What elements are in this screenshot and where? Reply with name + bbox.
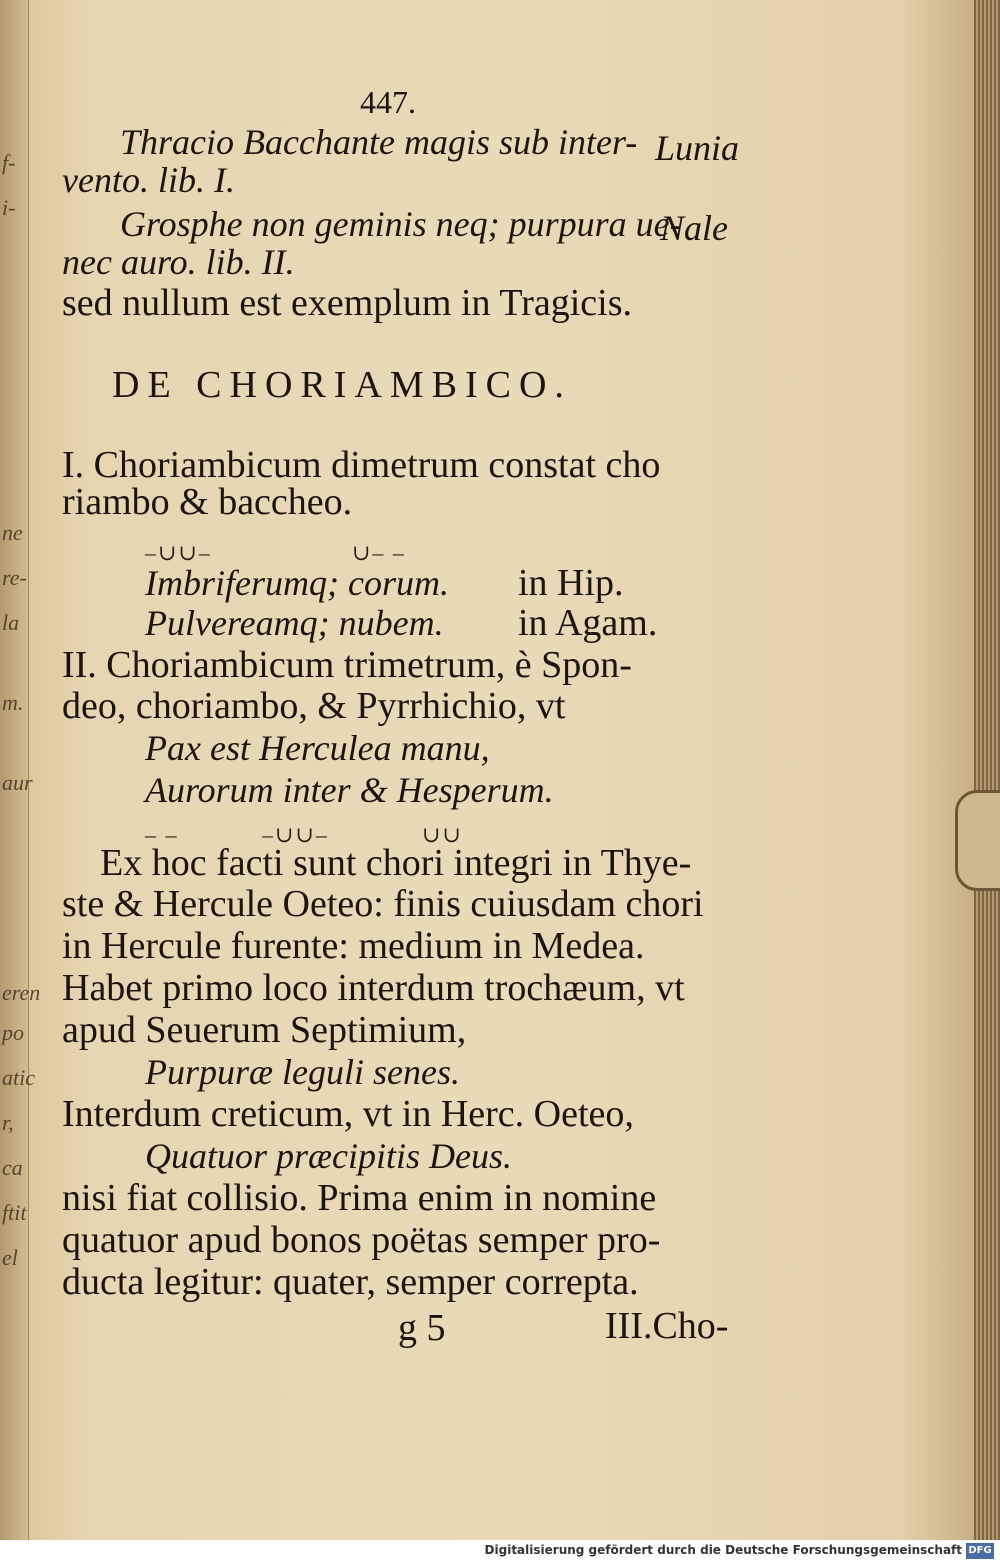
adjacent-page-edge (0, 0, 41, 1540)
text-line: riambo & baccheo. (62, 481, 353, 523)
meter-marks: –∪∪– (262, 822, 329, 847)
verse-line: Pulvereamq; nubem. (145, 603, 444, 643)
catchword: III.Cho- (605, 1305, 729, 1347)
margin-fragment: ca (2, 1155, 23, 1180)
margin-note: Lunia (655, 128, 740, 168)
text-line: deo, choriambo, & Pyrrhichio, vt (62, 685, 566, 727)
digitization-footer (0, 1540, 1000, 1563)
text-line: II. Choriambicum trimetrum, è Spon- (62, 644, 632, 686)
source-ref: in Agam. (518, 602, 658, 644)
text-line: ste & Hercule Oeteo: finis cuiusdam chori (62, 883, 704, 925)
text-line: quatuor apud bonos poëtas semper pro- (62, 1219, 661, 1261)
meter-marks: – – (145, 822, 179, 847)
source-ref: in Hip. (518, 562, 624, 604)
margin-fragment: m. (2, 690, 24, 715)
text-line: sed nullum est exemplum in Tragicis. (62, 282, 632, 324)
text-line: ducta legitur: quater, semper correpta. (62, 1261, 639, 1303)
meter-marks: ∪– – (352, 540, 406, 565)
margin-fragment: f- (2, 150, 16, 175)
text-line: Habet primo loco interdum trochæum, vt (62, 967, 685, 1009)
text-line: Grosphe non geminis neq; purpura ue- (120, 204, 682, 244)
margin-fragment: re- (2, 565, 27, 590)
signature-mark: g 5 (398, 1307, 446, 1349)
verse-line: Aurorum inter & Hesperum. (145, 770, 554, 810)
book-clasp (955, 790, 1000, 891)
verse-line: Pax est Herculea manu, (145, 728, 490, 768)
margin-fragment: la (2, 610, 20, 635)
margin-fragment: el (2, 1245, 18, 1270)
text-line: Ex hoc facti sunt chori integri in Thye- (100, 842, 692, 884)
verse-line: Quatuor præcipitis Deus. (145, 1136, 513, 1176)
verse-line: Purpuræ leguli senes. (145, 1052, 460, 1092)
text-line: in Hercule furente: medium in Medea. (62, 925, 645, 967)
text-line: nisi fiat collisio. Prima enim in nomine (62, 1177, 657, 1219)
text-line: vento. lib. I. (62, 160, 235, 200)
margin-fragment: aur (2, 770, 33, 795)
page-stack-edge (974, 0, 1000, 1540)
verse-line: Imbriferumq; corum. (145, 563, 449, 603)
margin-fragment: atic (2, 1065, 35, 1090)
margin-fragment: eren (2, 980, 41, 1005)
dfg-logo: DFG (966, 1543, 994, 1559)
page-number: 447. (360, 84, 416, 120)
meter-marks: ∪∪ (422, 822, 463, 847)
margin-fragment: r, (2, 1110, 14, 1135)
text-line: Thracio Bacchante magis sub inter- (120, 122, 638, 162)
funding-credit: Digitalisierung gefördert durch die Deutsche Forschungsgemeinschaft (484, 1543, 962, 1557)
text-line: apud Seuerum Septimium, (62, 1009, 467, 1051)
meter-marks: –∪∪– (145, 540, 212, 565)
text-line: nec auro. lib. II. (62, 242, 295, 282)
text-line: I. Choriambicum dimetrum constat cho (62, 444, 661, 486)
text-line: Interdum creticum, vt in Herc. Oeteo, (62, 1093, 634, 1135)
margin-note: Nale (660, 208, 728, 248)
margin-fragment: ne (2, 520, 23, 545)
margin-fragment: ftit (2, 1200, 27, 1225)
margin-fragment: po (2, 1020, 24, 1045)
margin-fragment: i- (2, 195, 16, 220)
section-heading: DE CHORIAMBICO. (112, 364, 572, 406)
